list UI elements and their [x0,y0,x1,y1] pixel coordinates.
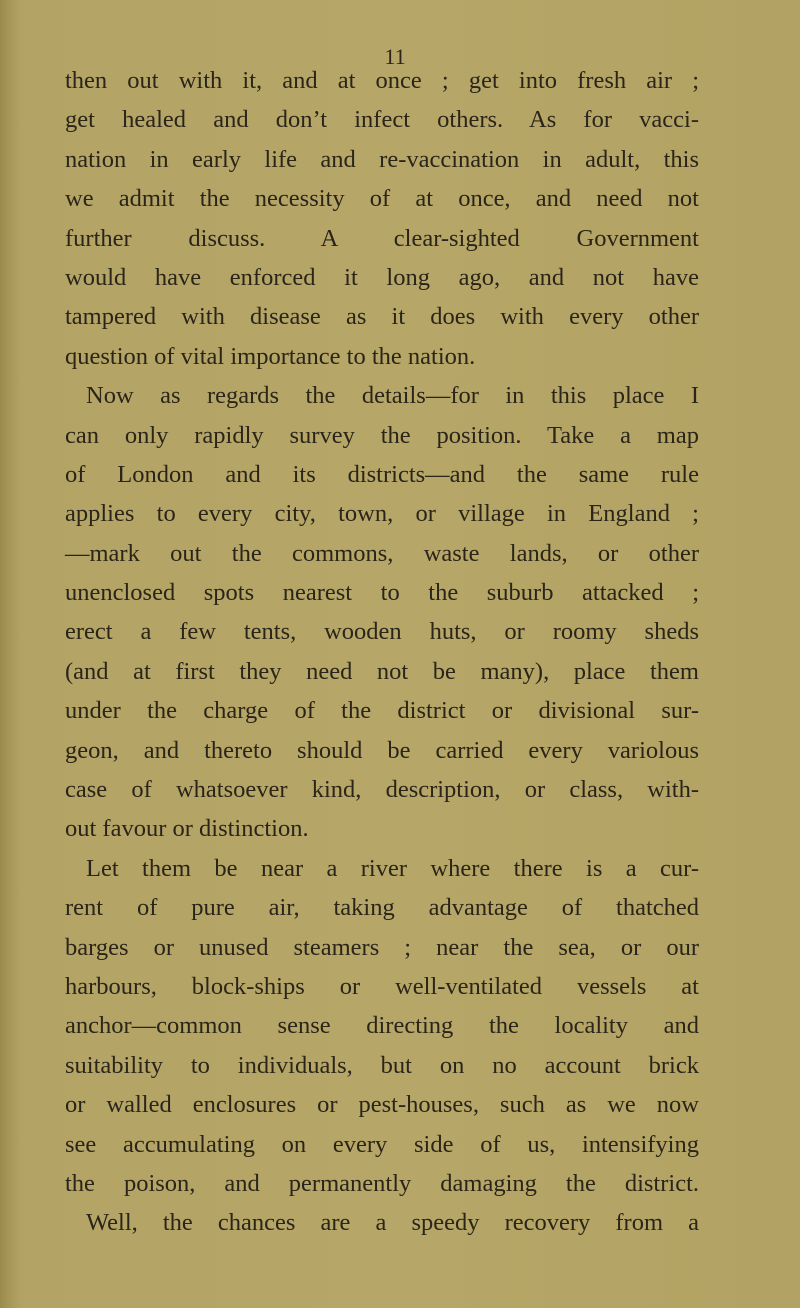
text-line: case of whatsoever kind, description, or class, with- [65,776,699,804]
text-line: of London and its districts—and the same rule [65,460,699,488]
text-line: Now as regards the details—for in this place I [86,382,699,410]
text-line: out favour or distinction. [65,815,309,843]
text-line: suitability to individuals, but on no account brick [65,1051,699,1079]
text-line: harbours, block-ships or well-ventilated vessels at [65,972,699,1000]
text-line: nation in early life and re-vaccination in adult, this [65,145,699,173]
text-line: can only rapidly survey the position. Take a map [65,421,699,449]
text-line: the poison, and permanently damaging the district. [65,1169,699,1197]
text-line: anchor—common sense directing the locality and [65,1012,699,1040]
text-line: applies to every city, town, or village in England ; [65,500,699,528]
text-line: (and at first they need not be many), place them [65,657,699,685]
text-line: barges or unused steamers ; near the sea, or our [65,933,699,961]
text-line: erect a few tents, wooden huts, or roomy sheds [65,618,699,646]
text-line: —mark out the commons, waste lands, or other [65,539,699,567]
text-line: further discuss. A clear-sighted Government [65,224,699,252]
text-line: Well, the chances are a speedy recovery from a [86,1209,699,1237]
text-line: or walled enclosures or pest-houses, such as we now [65,1091,699,1119]
text-line: then out with it, and at once ; get into fresh air ; [65,67,699,94]
text-line: get healed and don’t infect others. As for vacci- [65,106,699,134]
text-line: see accumulating on every side of us, intensifying [65,1130,699,1158]
text-line: would have enforced it long ago, and not have [65,263,699,291]
page-body-text [65,61,699,1243]
text-line: geon, and thereto should be carried every variolous [65,736,699,764]
text-line: under the charge of the district or divisional sur- [65,697,699,725]
text-line: rent of pure air, taking advantage of thatched [65,894,699,922]
text-line: tampered with disease as it does with every other [65,303,699,331]
text-line: we admit the necessity of at once, and need not [65,185,699,213]
page-number: 11 [384,44,406,69]
text-line: question of vital importance to the nation. [65,342,476,370]
text-line: unenclosed spots nearest to the suburb attacked ; [65,579,699,607]
text-line: Let them be near a river where there is a cur- [86,854,699,882]
